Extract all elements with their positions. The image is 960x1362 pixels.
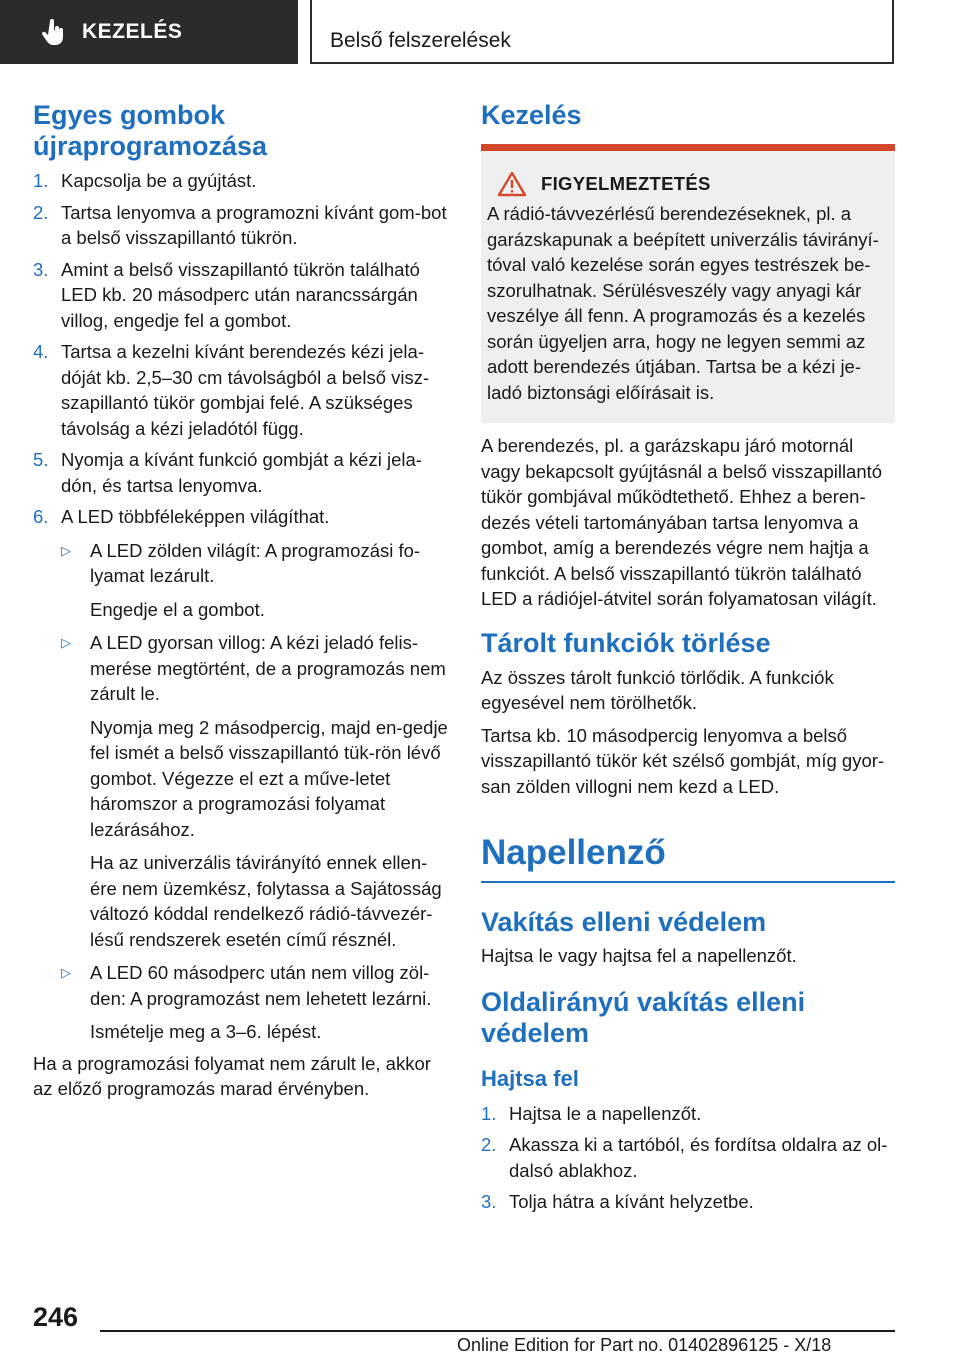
triangle-bullet-icon: ▷ (61, 965, 71, 980)
kezeles-paragraph: A berendezés, pl. a garázskapu járó motornál vagy bekapcsolt gyújtásnál a belső visszapillantó tükör gombjával működtethető. Ehhez a beren-dezés vételi tartományában tartsa lenyomva a gombot, amíg a berendezés végre nem hajtja a funkciót. A belső visszapillantó tükrön található LED a rádiójel-átvitel során folyamatosan világít. (481, 435, 883, 609)
list-item (61, 630, 448, 952)
list-item (481, 1132, 895, 1183)
led-state-text: A LED zölden világít: A programozási fo-lyamat lezárult. (90, 539, 421, 586)
reprogram-steps (33, 168, 448, 1045)
footer-edition: Online Edition for Part no. 01402896125 - X/18 (457, 1335, 832, 1355)
list-item (33, 504, 448, 1045)
warning-box (481, 151, 895, 423)
left-column (33, 100, 448, 1102)
warning-text: A rádió-távvezérlésű berendezéseknek, pl. a garázskapunak a beépített univerzális távirányí-tóval való kezelése során egyes testrészek be-szorulhatnak. Sérülésveszély vagy anyagi kár veszélye áll fenn. A programozás és a kezelés során ügyeljen arra, hogy ne legyen semmi az adott berendezés útjában. Tartsa be a kézi je-ladó biztonsági előírásait is. (487, 203, 879, 403)
list-item (33, 339, 448, 441)
step-text: Hajtsa le a napellenzőt. (509, 1102, 702, 1124)
step-text: Kapcsolja be a gyújtást. (61, 170, 257, 191)
list-item (33, 168, 448, 194)
step-number: 2. (481, 1134, 497, 1155)
step-number: 4. (33, 341, 49, 362)
vakitas-paragraph: Hajtsa le vagy hajtsa fel a napellenzőt. (481, 945, 797, 966)
led-states (61, 538, 448, 1045)
step-number: 2. (33, 201, 49, 223)
torles-heading: Tárolt funkciók törlése (481, 627, 771, 658)
led-state-text: A LED gyorsan villog: A kézi jeladó felis-merése megtörtént, de a programozás nem zárult le. (90, 632, 446, 704)
step-text: Tartsa a kezelni kívánt berendezés kézi jela-dóját kb. 2,5–30 cm távolságból a belső visz-szapillantó tükör gombjai felé. A szükséges távolság a kézi jeladótól függ. (61, 341, 430, 439)
led-state-note: Engedje el a gombot. (90, 598, 265, 620)
step-text: Tartsa lenyomva a programozni kívánt gom-bot a belső visszapillantó tükrön. (61, 201, 447, 248)
step-number: 1. (33, 170, 49, 191)
hajtsa-steps (481, 1101, 895, 1215)
warning-rule (481, 144, 895, 151)
hand-pointer-icon (40, 18, 68, 46)
step-number: 5. (33, 449, 49, 470)
right-column (481, 100, 895, 1215)
step-text: Amint a belső visszapillantó tükrön található LED kb. 20 másodperc után narancssárgán villog, engedje fel a gombot. (61, 258, 420, 331)
header-tab-label: KEZELÉS (82, 20, 183, 43)
list-item (481, 1101, 895, 1127)
list-item (481, 1189, 895, 1215)
list-item (33, 447, 448, 498)
step-number: 6. (33, 506, 49, 527)
warning-triangle-icon (497, 171, 527, 197)
led-state-note: Ismételje meg a 3–6. lépést. (90, 1021, 322, 1042)
led-state-text: A LED 60 másodperc után nem villog zöl-den: A programozást nem lehetett lezárni. (90, 962, 432, 1009)
vakitas-heading: Vakítás elleni védelem (481, 907, 767, 937)
list-item (33, 257, 448, 334)
step-number: 3. (481, 1191, 497, 1212)
oldal-heading: Oldalirányú vakítás elleni védelem (481, 986, 806, 1048)
list-item (61, 960, 448, 1045)
list-item (33, 200, 448, 251)
header-tab (0, 0, 298, 64)
step-text: Tolja hátra a kívánt helyzetbe. (509, 1191, 754, 1212)
triangle-bullet-icon: ▷ (61, 635, 71, 650)
list-item (61, 538, 448, 623)
page-number: 246 (33, 1302, 79, 1332)
step-text: A LED többféleképpen világíthat. (61, 506, 330, 527)
hajtsa-heading: Hajtsa fel (481, 1065, 579, 1091)
step-text: Nyomja a kívánt funkció gombját a kézi jela-dón, és tartsa lenyomva. (61, 449, 422, 496)
footer-rule (100, 1330, 895, 1332)
step-number: 1. (481, 1102, 497, 1124)
kezeles-heading: Kezelés (481, 100, 582, 130)
closing-paragraph: Ha a programozási folyamat nem zárult le, akkor az előző programozás marad érvényben. (33, 1052, 431, 1099)
warning-panel (481, 144, 895, 423)
led-state-note: Ha az univerzális távirányító ennek ellen-ére nem üzemkész, folytassa a Sajátosság változó kóddal rendelkező rádió-távvezér-lésű rendszerek esetén című résznél. (90, 852, 442, 950)
step-number: 3. (33, 258, 49, 280)
torles-paragraph-2: Tartsa kb. 10 másodpercig lenyomva a belső visszapillantó tükör két szélső gombját, míg gyor-san zölden villogni nem kezd a LED. (481, 724, 885, 797)
step-text: Akassza ki a tartóból, és fordítsa oldalra az ol-dalsó ablakhoz. (509, 1134, 888, 1181)
triangle-bullet-icon: ▷ (61, 542, 71, 558)
torles-paragraph-1: Az összes tárolt funkció törlődik. A funkciók egyesével nem törölhetők. (481, 666, 834, 713)
warning-title: FIGYELMEZTETÉS (541, 173, 711, 194)
led-state-note: Nyomja meg 2 másodpercig, majd en-gedje fel ismét a belső visszapillantó tük-rön lévő gombot. Végezze el ezt a műve-letet háromszor a programozási folyamat lezárásához. (90, 716, 448, 840)
header-title-box (310, 0, 894, 64)
reprogram-heading: Egyes gombok újraprogramozása (33, 100, 268, 161)
napellenzo-heading: Napellenző (481, 833, 666, 872)
napellenzo-rule (481, 881, 895, 883)
warning-header (487, 171, 885, 197)
section-title: Belső felszerelések (330, 29, 511, 52)
